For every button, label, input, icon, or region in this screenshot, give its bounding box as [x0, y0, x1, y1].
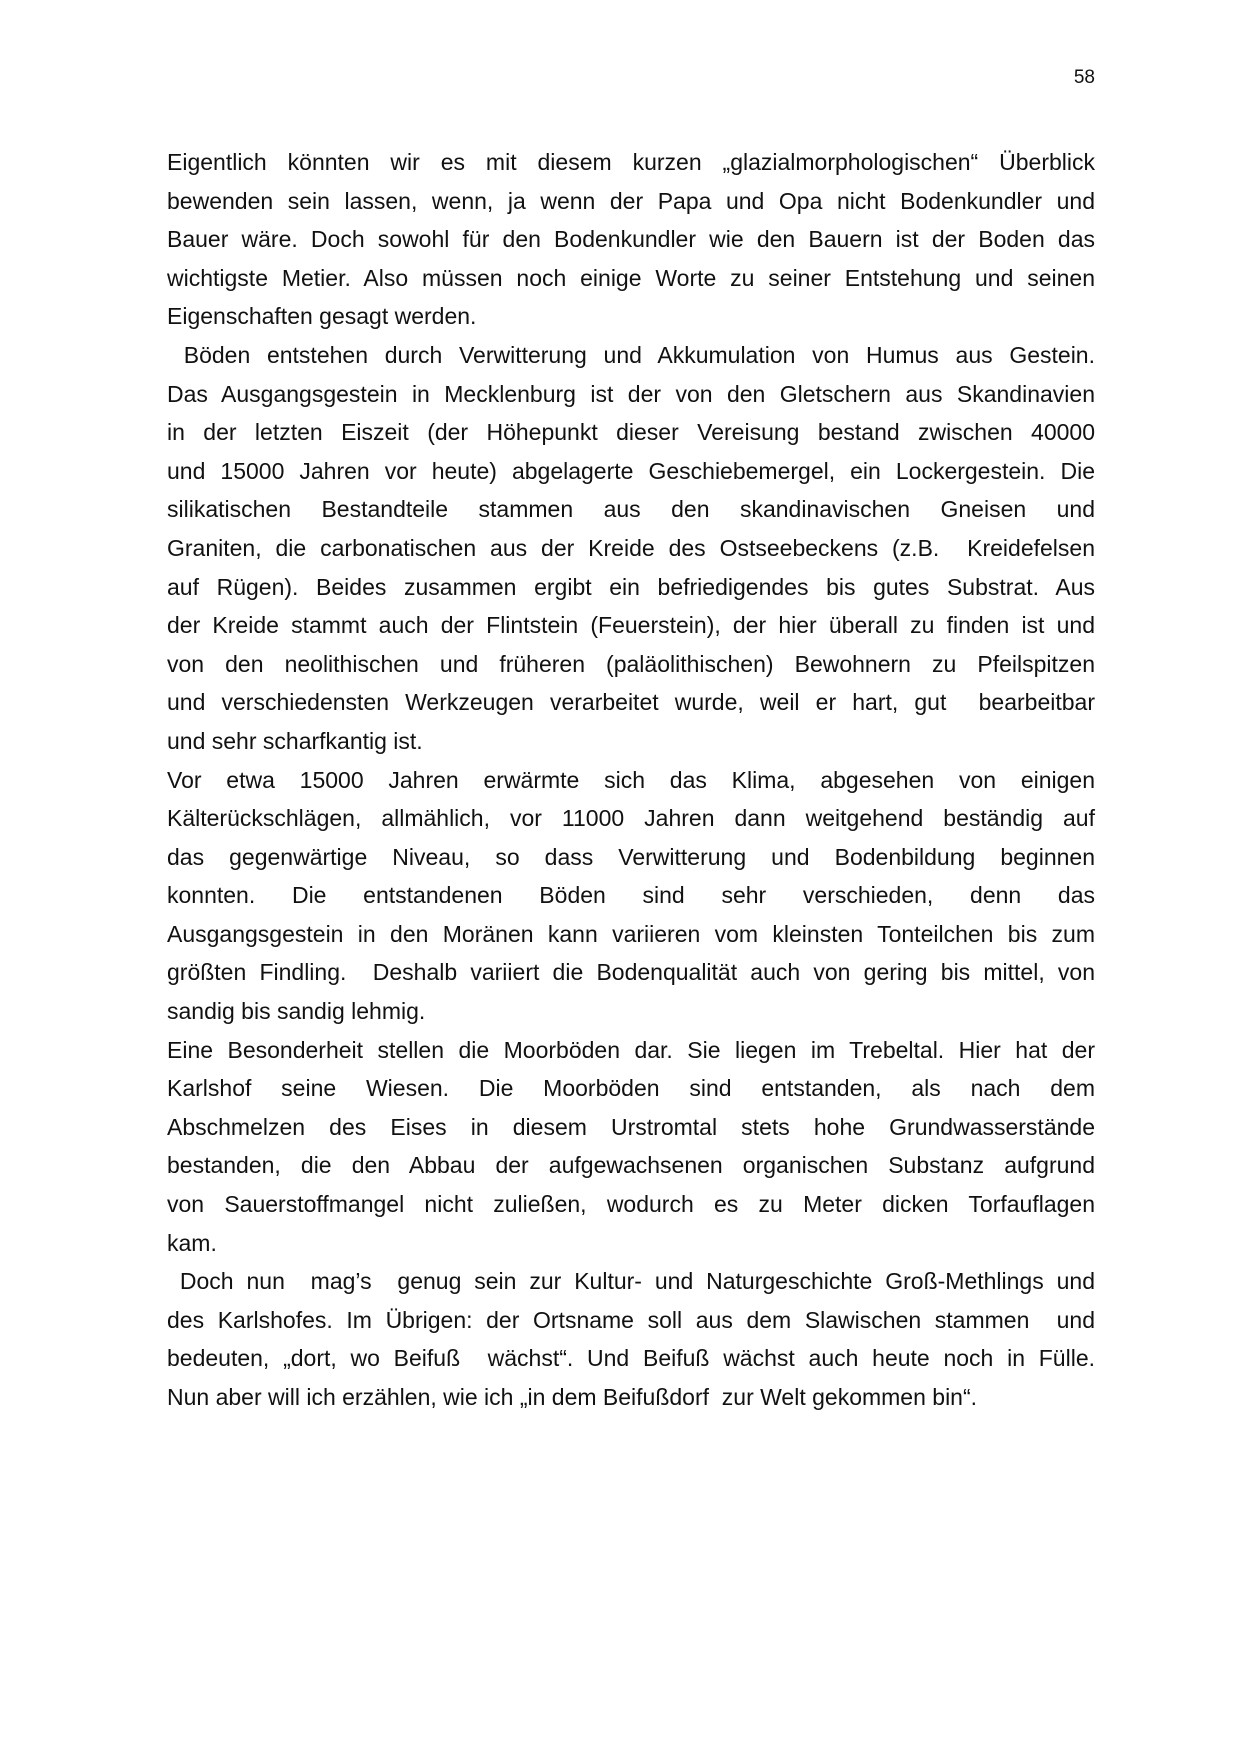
paragraph-glacial-overview [167, 143, 1095, 336]
text-line: Abschmelzen des Eises in diesem Urstromtal stets hohe Grundwasserstände [167, 1113, 1095, 1140]
text-line: und verschiedensten Werkzeugen verarbeitet wurde, weil er hart, gut bearbeitbar [167, 689, 1095, 716]
paragraph-climate-warming [167, 761, 1095, 1031]
text-line: Vor etwa 15000 Jahren erwärmte sich das Klima, abgesehen von einigen [167, 766, 1095, 793]
text-line: von Sauerstoffmangel nicht zuließen, wodurch es zu Meter dicken Torfauflagen [167, 1191, 1095, 1218]
text-line: in der letzten Eiszeit (der Höhepunkt dieser Vereisung bestand zwischen 40000 [167, 419, 1095, 446]
text-line: und 15000 Jahren vor heute) abgelagerte Geschiebemergel, ein Lockergestein. Die [167, 457, 1095, 484]
text-line: größten Findling. Deshalb variiert die Bodenqualität auch von gering bis mittel, von [167, 959, 1095, 986]
text-line: von den neolithischen und früheren (paläolithischen) Bewohnern zu Pfeilspitzen [167, 650, 1095, 677]
text-line: Eigenschaften gesagt werden. [167, 303, 477, 330]
text-line: Böden entstehen durch Verwitterung und Akkumulation von Humus aus Gestein. [167, 341, 1095, 368]
text-line: kam. [167, 1229, 217, 1256]
text-line: sandig bis sandig lehmig. [167, 998, 426, 1025]
text-line: Ausgangsgestein in den Moränen kann variieren vom kleinsten Tonteilchen bis zum [167, 920, 1095, 947]
text-line: auf Rügen). Beides zusammen ergibt ein befriedigendes bis gutes Substrat. Aus [167, 573, 1095, 600]
text-line: Karlshof seine Wiesen. Die Moorböden sind entstanden, als nach dem [167, 1075, 1095, 1102]
text-line: silikatischen Bestandteile stammen aus den skandinavischen Gneisen und [167, 496, 1095, 523]
text-line: Kälterückschlägen, allmählich, vor 11000 Jahren dann weitgehend beständig auf [167, 805, 1095, 832]
text-line: das gegenwärtige Niveau, so dass Verwitterung und Bodenbildung beginnen [167, 843, 1095, 870]
text-line: Eine Besonderheit stellen die Moorböden dar. Sie liegen im Trebeltal. Hier hat der [167, 1036, 1095, 1063]
text-line: des Karlshofes. Im Übrigen: der Ortsname soll aus dem Slawischen stammen und [167, 1306, 1095, 1333]
text-line: bestanden, die den Abbau der aufgewachsenen organischen Substanz aufgrund [167, 1152, 1095, 1179]
text-line: bedeuten, „dort, wo Beifuß wächst“. Und Beifuß wächst auch heute noch in Fülle. [167, 1345, 1095, 1372]
text-line: bewenden sein lassen, wenn, ja wenn der Papa und Opa nicht Bodenkundler und [167, 187, 1095, 214]
paragraph-soil-formation [167, 336, 1095, 761]
text-line: Nun aber will ich erzählen, wie ich „in dem Beifußdorf zur Welt gekommen bin“. [167, 1384, 978, 1410]
text-line: Eigentlich könnten wir es mit diesem kurzen „glazialmorphologischen“ Überblick [167, 149, 1095, 175]
text-line: Doch nun mag’s genug sein zur Kultur- und Naturgeschichte Groß-Methlings und [167, 1268, 1095, 1295]
page-number: 58 [1073, 67, 1095, 88]
text-line: der Kreide stammt auch der Flintstein (Feuerstein), der hier überall zu finden ist und [167, 612, 1095, 639]
text-line: wichtigste Metier. Also müssen noch einige Worte zu seiner Entstehung und seinen [167, 264, 1095, 291]
text-line: konnten. Die entstandenen Böden sind sehr verschieden, denn das [167, 882, 1095, 909]
paragraph-place-name [167, 1262, 1095, 1416]
text-line: und sehr scharfkantig ist. [167, 727, 423, 754]
paragraph-moor-soils [167, 1031, 1095, 1263]
text-line: Bauer wäre. Doch sowohl für den Bodenkundler wie den Bauern ist der Boden das [167, 226, 1095, 253]
text-line: Das Ausgangsgestein in Mecklenburg ist der von den Gletschern aus Skandinavien [167, 380, 1095, 407]
body-text [167, 143, 1095, 1417]
text-line: Graniten, die carbonatischen aus der Kreide des Ostseebeckens (z.B. Kreidefelsen [167, 534, 1095, 561]
